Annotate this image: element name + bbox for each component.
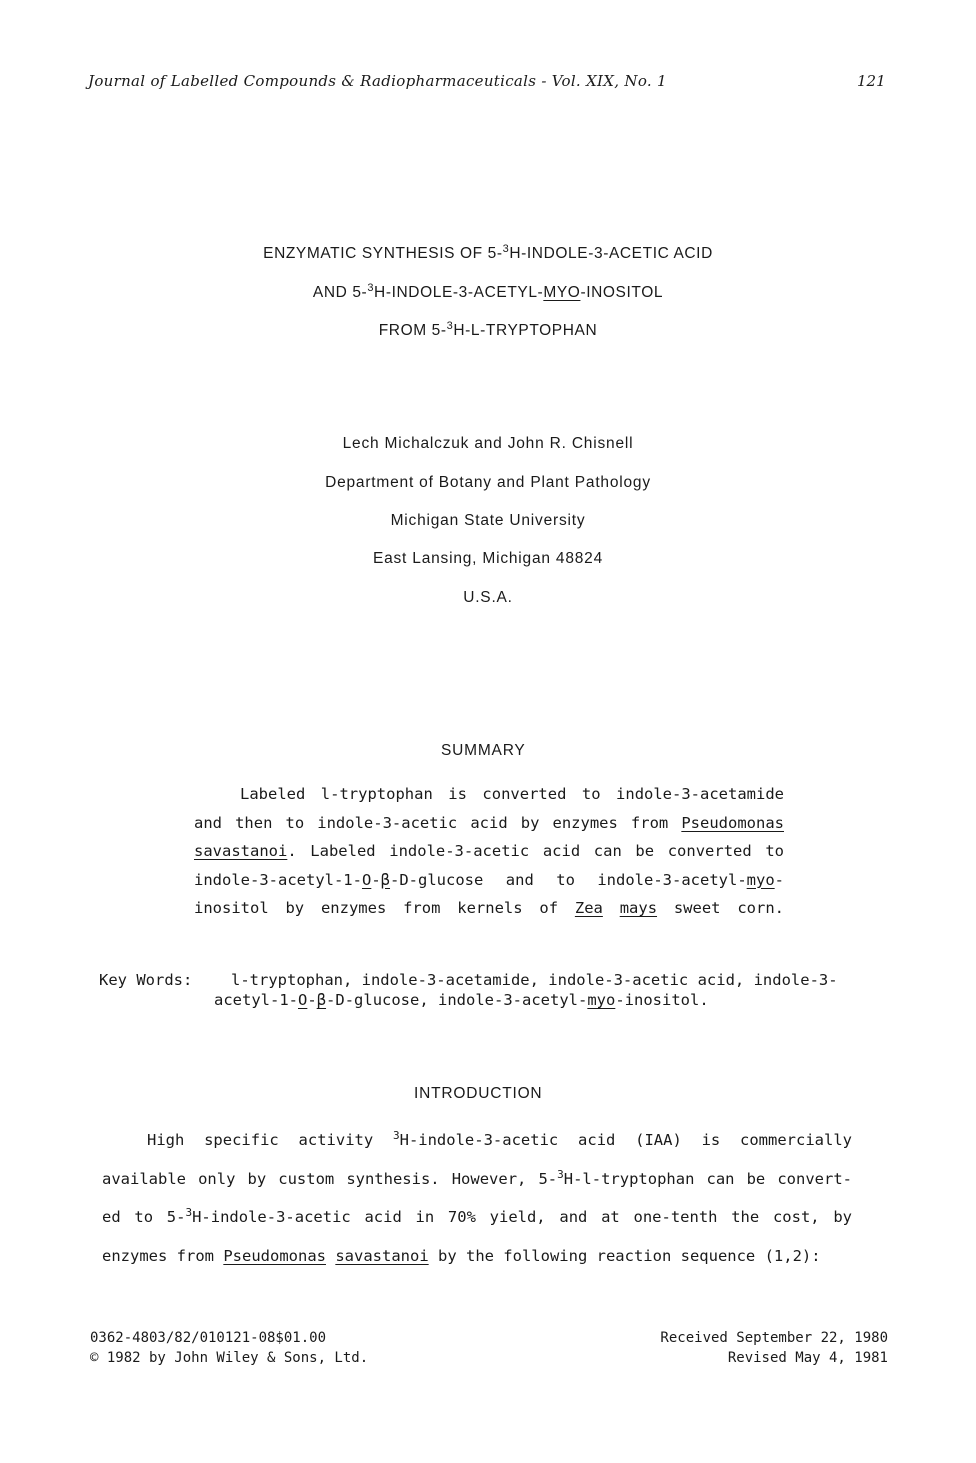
author-names: Lech Michalczuk and John R. Chisnell [342,435,634,452]
intro-line-4: enzymes from Pseudomonas savastanoi by the following reaction sequence (1,2): [102,1246,821,1265]
copyright: © 1982 by John Wiley & Sons, Ltd. [90,1350,369,1366]
keywords-line-1: l-tryptophan, indole-3-acetamide, indole-3-acetic acid, indole-3- [231,971,838,989]
keywords-label: Key Words: [99,971,193,989]
summary-line-5: inositol by enzymes from kernels of Zea mays sweet corn. [194,899,784,917]
summary-paragraph [194,780,784,923]
page-number: 121 [857,72,886,90]
summary-heading: SUMMARY [441,742,526,759]
summary-line-3: savastanoi. Labeled indole-3-acetic acid can be converted to [194,842,784,860]
revised-date: Revised May 4, 1981 [727,1350,888,1366]
introduction-paragraph [102,1121,852,1275]
introduction-heading: INTRODUCTION [414,1085,543,1102]
intro-line-3: ed to 5-$^3$H-indole-3-acetic acid in 70% yield, and at one-tenth the cost, by [102,1206,853,1226]
title-line-3: FROM 5-$^3$H-L-TRYPTOPHAN [378,320,598,339]
summary-line-1: Labeled l-tryptophan is converted to indole-3-acetamide [240,785,784,803]
university: Michigan State University [390,512,586,529]
summary-line-2: and then to indole-3-acetic acid by enzymes from Pseudomonas [194,813,784,832]
article-code: 0362-4803/82/010121-08$01.00 [90,1330,327,1346]
received-date: Received September 22, 1980 [660,1330,888,1346]
department: Department of Botany and Plant Pathology [325,474,651,491]
summary-line-4: indole-3-acetyl-1-O-β-D-glucose and to indole-3-acetyl-myo- [194,870,784,889]
intro-line-1: High specific activity $^3$H-indole-3-acetic acid (IAA) is commercially [147,1129,852,1149]
title-line-1: ENZYMATIC SYNTHESIS OF 5-$^3$H-INDOLE-3-ACETIC ACID [263,243,713,262]
country: U.S.A. [463,589,513,606]
title-line-2: AND 5-$^3$H-INDOLE-3-ACETYL-MYO-INOSITOL [312,282,664,301]
intro-line-2: available only by custom synthesis. However, 5-$^3$H-l-tryptophan can be convert- [102,1167,852,1188]
city: East Lansing, Michigan 48824 [372,550,604,567]
keywords-line-2: acetyl-1-O-β-D-glucose, indole-3-acetyl-myo-inositol. [214,991,709,1009]
journal-header: Journal of Labelled Compounds & Radiopharmaceuticals - Vol. XIX, No. 1 [88,72,667,90]
